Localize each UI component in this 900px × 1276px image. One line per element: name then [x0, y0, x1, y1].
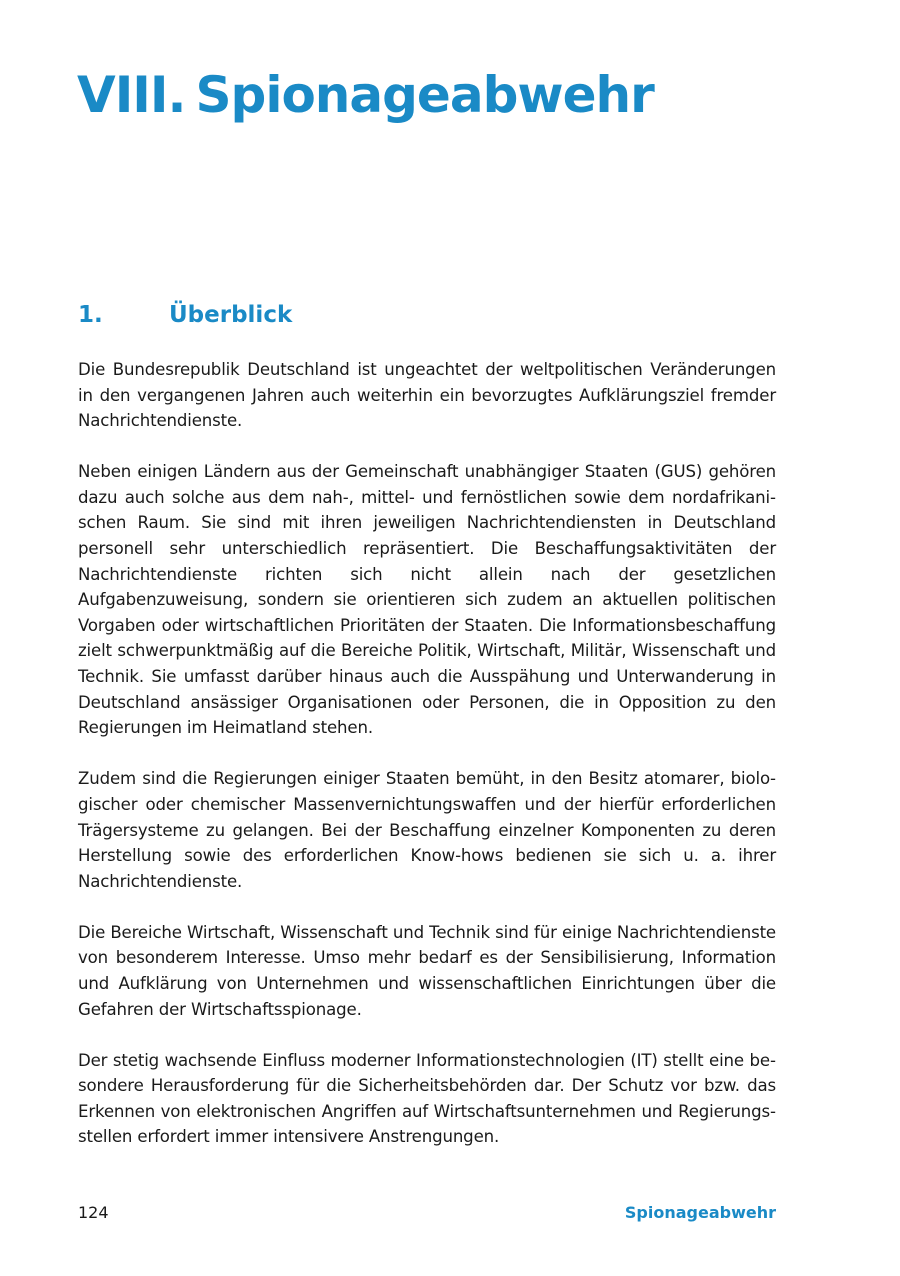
section-title: Überblick [169, 302, 293, 328]
chapter-number: VIII. [77, 66, 186, 124]
paragraph-4: Die Bereiche Wirtschaft, Wissenschaft und Technik sind für einige Nachrichtendienste von besonderem Interesse. Umso mehr bedarf es der Sensibilisierung, Information und Aufklärung von Unternehmen und wissenschaftlichen Einrichtungen über die Gefahren der Wirtschaftsspionage. [78, 922, 776, 1019]
section-number: 1. [78, 302, 103, 328]
page-number: 124 [78, 1203, 109, 1222]
paragraph-1: Die Bundesrepublik Deutschland ist ungeachtet der weltpolitischen Veränderungen in den vergangenen Jahren auch weiterhin ein bevorzugtes Aufklärungsziel fremder Nachrichtendienste. [78, 360, 776, 431]
chapter-title-text: Spionageabwehr [195, 66, 654, 124]
running-title: Spionageabwehr [624, 1203, 776, 1222]
section-heading [78, 302, 292, 330]
chapter-title [77, 68, 654, 123]
paragraph-2: Neben einigen Ländern aus der Gemeinschaft unabhängiger Staaten (GUS) gehören dazu auch solche aus dem nah-, mittel- und fernöstlichen sowie dem nordafrikanischen Raum. Sie sind mit ihren jeweiligen Nachrichtendiensten in Deutschland personell sehr unterschiedlich repräsentiert. Die Beschaffungsaktivitäten der Nachrichtendienste richten sich nicht allein nach der gesetzlichen Aufgabenzuweisung, sondern sie orientieren sich zudem an aktuellen politischen Vorgaben oder wirtschaftlichen Prioritäten der Staaten. Die Informationsbeschaffung zielt schwerpunktmäßig auf die Bereiche Politik, Wirtschaft, Militär, Wissenschaft und Technik. Sie umfasst darüber hinaus auch die Ausspähung und Unterwanderung in Deutschland ansässiger Organisationen oder Personen, die in Opposition zu den Regierungen im Heimatland stehen. [78, 462, 776, 738]
paragraph-3: Zudem sind die Regierungen einiger Staaten bemüht, in den Besitz atomarer, biologischer oder chemischer Massenvernichtungswaffen und der hierfür erforderlichen Trägersysteme zu gelangen. Bei der Beschaffung einzelner Komponenten zu deren Herstellung sowie des erforderlichen Know-hows bedienen sie sich u. a. ihrer Nachrichtendienste. [78, 769, 776, 891]
body-text [78, 357, 776, 1176]
paragraph-5: Der stetig wachsende Einfluss moderner Informationstechnologien (IT) stellt eine besondere Herausforderung für die Sicherheitsbehörden dar. Der Schutz vor bzw. das Erkennen von elektronischen Angriffen auf Wirtschaftsunternehmen und Regierungsstellen erfordert immer intensivere Anstrengungen. [78, 1050, 776, 1147]
